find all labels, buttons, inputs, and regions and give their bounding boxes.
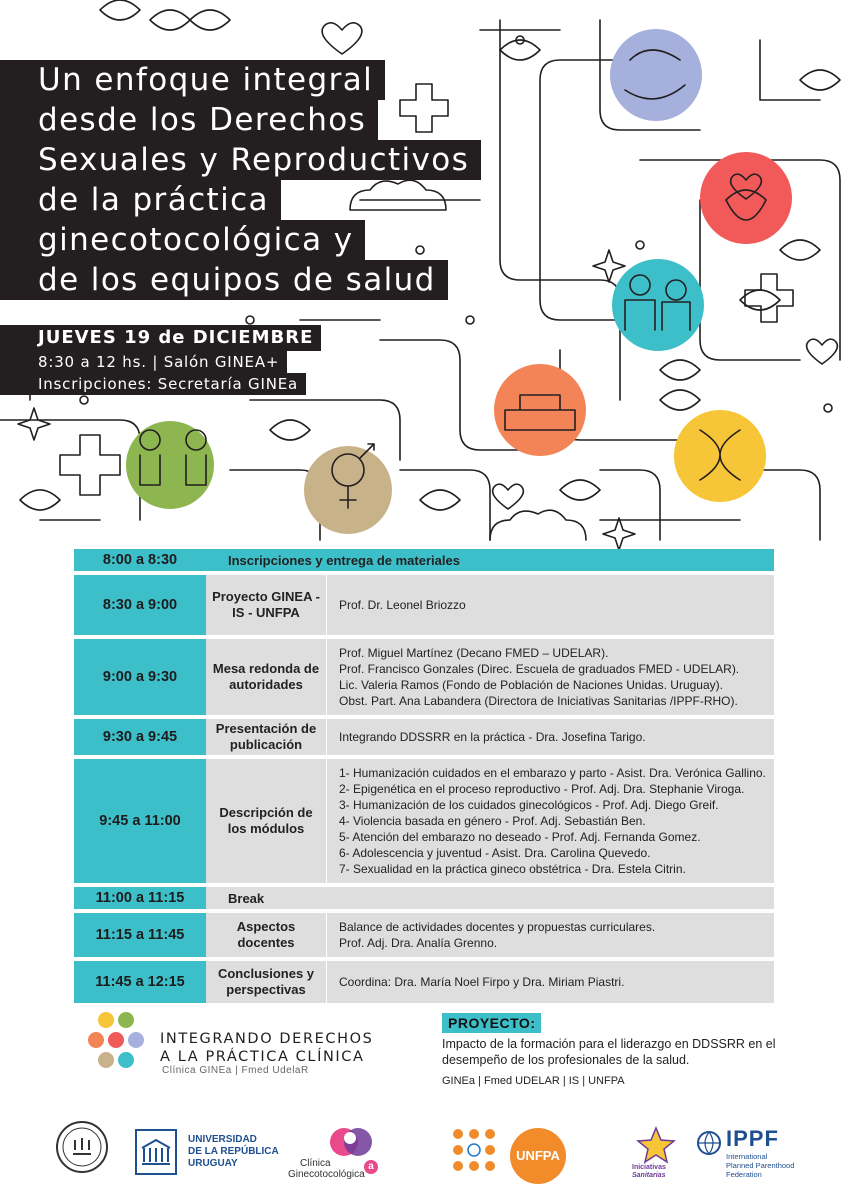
schedule-time: 11:00 a 11:15 xyxy=(74,887,206,909)
project-orgs: GINEa | Fmed UDELAR | IS | UNFPA xyxy=(442,1075,625,1087)
schedule-description xyxy=(326,759,774,883)
integrando-title xyxy=(160,1030,373,1066)
schedule-description xyxy=(326,913,774,957)
event-time-place: 8:30 a 12 hs. | Salón GINEA+ xyxy=(0,351,287,373)
schedule-time: 11:15 a 11:45 xyxy=(74,913,206,957)
schedule-title: Conclusiones y perspectivas xyxy=(206,961,326,1003)
project-heading: PROYECTO: xyxy=(442,1013,541,1033)
schedule-row-break xyxy=(74,887,774,909)
description-line: 6- Adolescencia y juventud - Asist. Dra. Carolina Quevedo. xyxy=(339,846,651,860)
iniciativas-line: Iniciativas xyxy=(632,1164,666,1171)
unfpa-logo: UNFPA xyxy=(510,1128,566,1184)
schedule-time: 9:00 a 9:30 xyxy=(74,639,206,715)
schedule-row xyxy=(74,961,774,1003)
description-line: Lic. Valeria Ramos (Fondo de Población de Naciones Unidas. Uruguay). xyxy=(339,678,723,692)
clinica-line: Clínica xyxy=(300,1158,331,1169)
schedule-title: Presentación de publicación xyxy=(206,719,326,755)
schedule-time: 8:00 a 8:30 xyxy=(74,549,206,571)
description-line: Integrando DDSSRR en la práctica - Dra. Josefina Tarigo. xyxy=(339,730,646,744)
un-dots-icon xyxy=(452,1128,510,1174)
udelar-line: URUGUAY xyxy=(188,1158,238,1169)
schedule-description xyxy=(326,961,774,1003)
description-line: 3- Humanización de los cuidados ginecológicos - Prof. Adj. Diego Greif. xyxy=(339,798,719,812)
integrando-logo-icon xyxy=(84,1010,154,1070)
ippf-globe-icon xyxy=(696,1130,722,1156)
schedule-description xyxy=(326,639,774,715)
schedule-label: Break xyxy=(206,887,774,909)
schedule-description xyxy=(326,575,774,635)
schedule-time: 9:45 a 11:00 xyxy=(74,759,206,883)
description-line: Coordina: Dra. María Noel Firpo y Dra. Miriam Piastri. xyxy=(339,975,625,989)
schedule-row-registration xyxy=(74,549,774,571)
description-line: Prof. Adj. Dra. Analía Grenno. xyxy=(339,936,498,950)
schedule-title: Descripción de los módulos xyxy=(206,759,326,883)
description-line: 5- Atención del embarazo no deseado - Prof. Adj. Fernanda Gomez. xyxy=(339,830,701,844)
clinica-letter-badge: a xyxy=(364,1160,378,1174)
iniciativas-wordmark xyxy=(632,1164,666,1180)
description-line: 2- Epigenética en el proceso reproductivo - Prof. Adj. Dra. Stephanie Viroga. xyxy=(339,782,745,796)
event-info xyxy=(0,325,321,395)
title-line: Un enfoque integral xyxy=(0,60,385,100)
udelar-wordmark xyxy=(188,1134,279,1170)
description-line: Prof. Francisco Gonzales (Direc. Escuela de graduados FMED - UDELAR). xyxy=(339,662,740,676)
description-line: 1- Humanización cuidados en el embarazo y parto - Asist. Dra. Verónica Gallino. xyxy=(339,766,766,780)
schedule-row xyxy=(74,639,774,715)
description-line: Prof. Dr. Leonel Briozzo xyxy=(339,598,466,612)
project-description: Impacto de la formación para el liderazgo en DDSSRR en el desempeño de los profesionales de la salud. xyxy=(442,1037,776,1067)
description-line: 7- Sexualidad en la práctica gineco obstétrica - Dra. Estela Citrin. xyxy=(339,862,686,876)
event-title xyxy=(0,60,600,300)
ippf-fullname xyxy=(726,1152,794,1179)
title-line: de la práctica xyxy=(0,180,281,220)
iniciativas-line: Sanitarias xyxy=(632,1172,666,1179)
description-line: Obst. Part. Ana Labandera (Directora de Iniciativas Sanitarias /IPPF-RHO). xyxy=(339,694,738,708)
integrando-line1: INTEGRANDO DERECHOS xyxy=(160,1031,374,1047)
ippf-line: Planned Parenthood xyxy=(726,1161,795,1170)
schedule-row xyxy=(74,575,774,635)
description-line: 4- Violencia basada en género - Prof. Adj. Sebastián Ben. xyxy=(339,814,646,828)
description-line: Prof. Miguel Martínez (Decano FMED – UDELAR). xyxy=(339,646,609,660)
schedule-title: Proyecto GINEA - IS - UNFPA xyxy=(206,575,326,635)
integrando-line2: A LA PRÁCTICA CLÍNICA xyxy=(160,1049,365,1065)
schedule-table xyxy=(74,545,774,1007)
schedule-time: 8:30 a 9:00 xyxy=(74,575,206,635)
schedule-row xyxy=(74,719,774,755)
clinica-line: Ginecotocológica xyxy=(288,1169,365,1180)
fmed-seal-logo xyxy=(55,1120,109,1174)
udelar-line: UNIVERSIDAD xyxy=(188,1134,257,1145)
ippf-line: Federation xyxy=(726,1170,762,1179)
schedule-time: 11:45 a 12:15 xyxy=(74,961,206,1003)
ippf-line: International xyxy=(726,1152,768,1161)
title-line: Sexuales y Reproductivos xyxy=(0,140,481,180)
event-registration: Inscripciones: Secretaría GINEa xyxy=(0,373,306,395)
description-line: Balance de actividades docentes y propuestas curriculares. xyxy=(339,920,656,934)
integrando-subtitle: Clínica GINEa | Fmed UdelaR xyxy=(162,1065,309,1076)
ippf-wordmark: IPPF xyxy=(726,1126,779,1151)
event-date: JUEVES 19 de DICIEMBRE xyxy=(0,325,321,351)
schedule-row xyxy=(74,759,774,883)
schedule-row xyxy=(74,913,774,957)
title-line: desde los Derechos xyxy=(0,100,378,140)
iniciativas-star-icon xyxy=(636,1126,676,1164)
schedule-time: 9:30 a 9:45 xyxy=(74,719,206,755)
udelar-building-icon xyxy=(134,1128,178,1176)
schedule-label: Inscripciones y entrega de materiales xyxy=(206,549,774,571)
udelar-line: DE LA REPÚBLICA xyxy=(188,1146,279,1157)
schedule-title: Mesa redonda de autoridades xyxy=(206,639,326,715)
clinica-wordmark xyxy=(288,1158,365,1180)
schedule-title: Aspectos docentes xyxy=(206,913,326,957)
title-line: de los equipos de salud xyxy=(0,260,448,300)
schedule-description xyxy=(326,719,774,755)
title-line: ginecotocológica y xyxy=(0,220,365,260)
